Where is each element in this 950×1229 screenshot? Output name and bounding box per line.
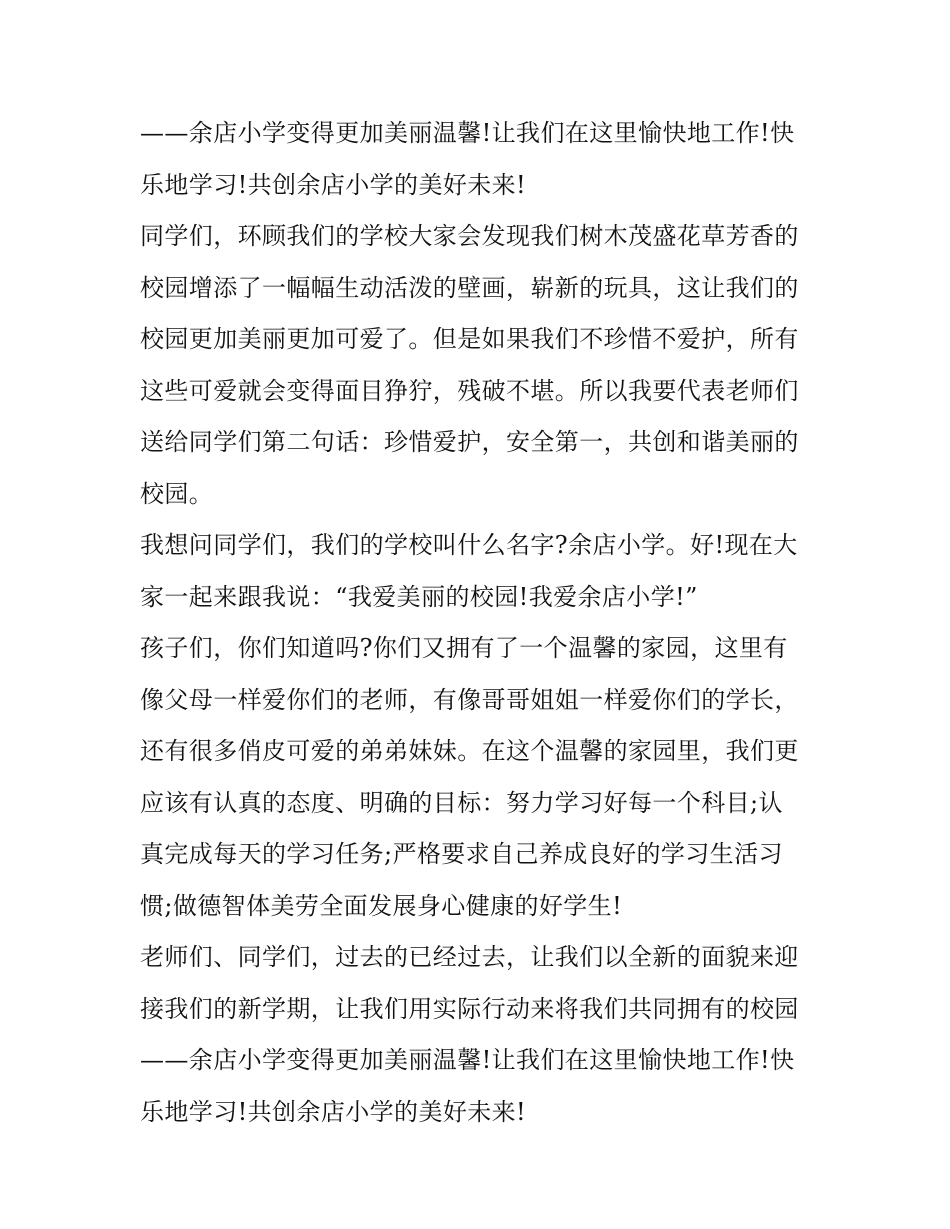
text-line: 校园增添了一幅幅生动活泼的壁画，崭新的玩具，这让我们的 <box>140 273 799 302</box>
text-line: ——余店小学变得更加美丽温馨!让我们在这里愉快地工作!快 <box>140 1046 795 1074</box>
text-line: 我想问同学们，我们的学校叫什么名字?余店小学。好!现在大 <box>140 531 798 559</box>
text-line: 校园。 <box>140 479 214 508</box>
text-line: 这些可爱就会变得面目狰狞，残破不堪。所以我要代表老师们 <box>140 376 799 405</box>
text-line: 乐地学习!共创余店小学的美好未来! <box>140 1097 527 1126</box>
text-line: 同学们，环顾我们的学校大家会发现我们树木茂盛花草芳香的 <box>140 222 799 250</box>
text-line: 乐地学习!共创余店小学的美好未来! <box>140 170 527 199</box>
text-line: 惯;做德智体美劳全面发展身心健康的好学生! <box>140 891 623 920</box>
text-line: 校园更加美丽更加可爱了。但是如果我们不珍惜不爱护，所有 <box>140 325 799 353</box>
text-line: 家一起来跟我说：“我爱美丽的校园!我爱余店小学!” <box>140 582 698 611</box>
text-line: 送给同学们第二句话：珍惜爱护，安全第一，共创和谐美丽的 <box>140 428 799 456</box>
text-line: 真完成每天的学习任务;严格要求自己养成良好的学习生活习 <box>140 840 783 868</box>
text-line: 接我们的新学期，让我们用实际行动来将我们共同拥有的校园 <box>140 994 799 1023</box>
text-line: 还有很多俏皮可爱的弟弟妹妹。在这个温馨的家园里，我们更 <box>140 737 799 765</box>
text-line: 应该有认真的态度、明确的目标：努力学习好每一个科目;认 <box>140 788 783 817</box>
text-line: 老师们、同学们，过去的已经过去，让我们以全新的面貌来迎 <box>140 943 799 971</box>
text-line: 孩子们，你们知道吗?你们又拥有了一个温馨的家园，这里有 <box>140 634 788 662</box>
text-line: ——余店小学变得更加美丽温馨!让我们在这里愉快地工作!快 <box>140 119 795 147</box>
body-text <box>140 108 812 1138</box>
text-line: 像父母一样爱你们的老师，有像哥哥姐姐一样爱你们的学长， <box>140 685 799 714</box>
